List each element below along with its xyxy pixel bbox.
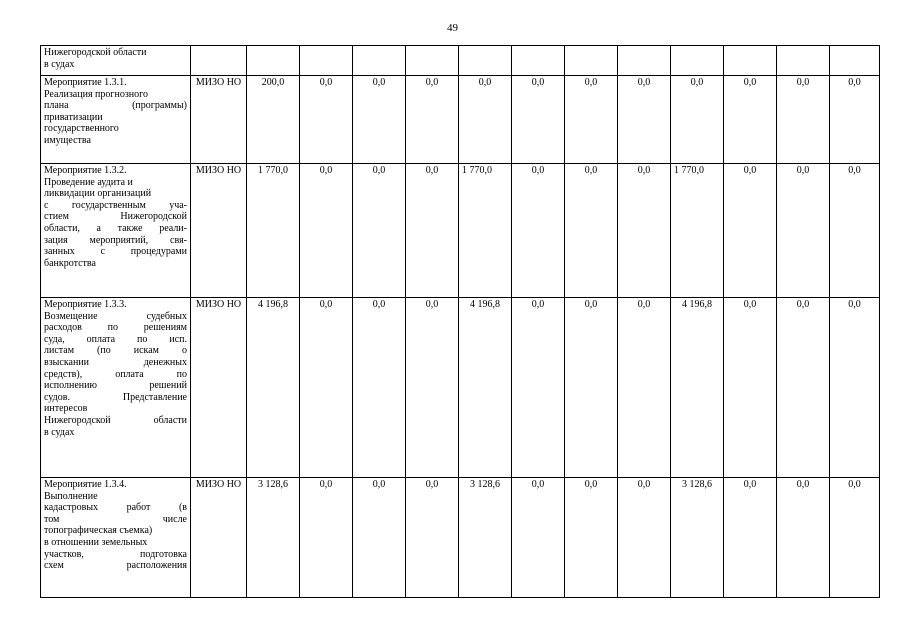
value-cell: 0,0 xyxy=(671,76,724,164)
table-body xyxy=(41,46,880,598)
table-row xyxy=(41,298,880,478)
value-cell xyxy=(300,46,353,76)
activity-name-line: Мероприятие 1.3.1. xyxy=(44,77,127,88)
value-cell: 0,0 xyxy=(300,76,353,164)
activity-name-line: том числе xyxy=(44,513,187,525)
activity-name-line: Реализация прогнозного xyxy=(44,88,149,100)
value-cell: 0,0 xyxy=(777,478,830,598)
value-cell: 0,0 xyxy=(459,76,512,164)
value-cell: 0,0 xyxy=(353,298,406,478)
activity-name-line: средств), оплата по xyxy=(44,368,187,380)
activity-name-line: схем расположения xyxy=(44,560,187,572)
value-cell: 0,0 xyxy=(830,76,880,164)
value-cell: 0,0 xyxy=(300,164,353,298)
activity-name-line: приватизации xyxy=(44,111,103,123)
executor-cell: МИЗО НО xyxy=(191,76,247,164)
table-row xyxy=(41,478,880,598)
value-cell xyxy=(724,46,777,76)
activity-name-line: в отношении земельных xyxy=(44,536,148,548)
value-cell: 0,0 xyxy=(618,76,671,164)
value-cell: 0,0 xyxy=(406,164,459,298)
activity-name-line: Мероприятие 1.3.3. xyxy=(44,299,127,310)
executor-cell: МИЗО НО xyxy=(191,478,247,598)
activity-name-line: ликвидации организаций xyxy=(44,188,152,200)
table-row xyxy=(41,164,880,298)
activity-name-line: имущества xyxy=(44,134,91,146)
value-cell: 3 128,6 xyxy=(671,478,724,598)
value-cell: 3 128,6 xyxy=(459,478,512,598)
activity-name-cell xyxy=(41,46,191,76)
value-cell: 0,0 xyxy=(512,298,565,478)
value-cell: 200,0 xyxy=(247,76,300,164)
activity-name-line: в судах xyxy=(44,58,75,70)
activity-name-line: Выполнение xyxy=(44,490,98,502)
activity-name-line: стием Нижегородской xyxy=(44,211,187,223)
value-cell: 0,0 xyxy=(618,298,671,478)
table-row xyxy=(41,46,880,76)
activity-name-line: Нижегородской области xyxy=(44,47,147,58)
activity-name-line: с государственным уча- xyxy=(44,199,187,211)
activity-name-line: интересов xyxy=(44,403,88,415)
value-cell: 0,0 xyxy=(777,164,830,298)
value-cell: 0,0 xyxy=(830,298,880,478)
activity-name-line: Нижегородской области xyxy=(44,414,187,426)
value-cell: 0,0 xyxy=(406,298,459,478)
value-cell: 0,0 xyxy=(565,478,618,598)
value-cell: 1 770,0 xyxy=(247,164,300,298)
value-cell xyxy=(830,46,880,76)
value-cell xyxy=(565,46,618,76)
value-cell: 0,0 xyxy=(618,478,671,598)
activity-name-cell xyxy=(41,298,191,478)
activity-name-line: Мероприятие 1.3.4. xyxy=(44,479,127,490)
value-cell: 0,0 xyxy=(512,478,565,598)
value-cell: 0,0 xyxy=(406,478,459,598)
value-cell: 0,0 xyxy=(830,164,880,298)
table-row xyxy=(41,76,880,164)
activity-name-line: кадастровых работ (в xyxy=(44,502,187,514)
activity-name-line: государственного xyxy=(44,123,119,135)
budget-table xyxy=(40,45,880,598)
value-cell: 0,0 xyxy=(300,298,353,478)
value-cell xyxy=(406,46,459,76)
value-cell: 0,0 xyxy=(777,298,830,478)
value-cell: 3 128,6 xyxy=(247,478,300,598)
activity-name-line: топографическая съемка) xyxy=(44,525,153,537)
value-cell: 0,0 xyxy=(618,164,671,298)
executor-cell xyxy=(191,46,247,76)
value-cell: 0,0 xyxy=(353,76,406,164)
executor-cell: МИЗО НО xyxy=(191,298,247,478)
activity-name-line: взыскании денежных xyxy=(44,356,187,368)
value-cell: 0,0 xyxy=(353,478,406,598)
activity-name-line: плана (программы) xyxy=(44,100,187,112)
activity-name-cell xyxy=(41,164,191,298)
activity-name-line: занных с процедурами xyxy=(44,246,187,258)
value-cell xyxy=(512,46,565,76)
value-cell: 4 196,8 xyxy=(459,298,512,478)
value-cell xyxy=(777,46,830,76)
value-cell xyxy=(671,46,724,76)
value-cell: 0,0 xyxy=(300,478,353,598)
value-cell: 0,0 xyxy=(353,164,406,298)
value-cell: 0,0 xyxy=(724,76,777,164)
value-cell: 0,0 xyxy=(830,478,880,598)
activity-name-cell xyxy=(41,76,191,164)
activity-name-line: зация мероприятий, свя- xyxy=(44,234,187,246)
activity-name-line: судов. Представление xyxy=(44,391,187,403)
activity-name-line: Мероприятие 1.3.2. xyxy=(44,165,127,176)
value-cell: 0,0 xyxy=(512,164,565,298)
activity-name-line: суда, оплата по исп. xyxy=(44,333,187,345)
value-cell: 1 770,0 xyxy=(459,164,512,298)
value-cell: 1 770,0 xyxy=(671,164,724,298)
activity-name-line: расходов по решениям xyxy=(44,322,187,334)
value-cell: 0,0 xyxy=(724,164,777,298)
value-cell: 0,0 xyxy=(406,76,459,164)
activity-name-line: Возмещение судебных xyxy=(44,310,187,322)
activity-name-line: Проведение аудита и xyxy=(44,176,133,188)
value-cell: 0,0 xyxy=(565,164,618,298)
value-cell: 0,0 xyxy=(565,76,618,164)
value-cell xyxy=(618,46,671,76)
activity-name-line: участков, подготовка xyxy=(44,548,187,560)
value-cell xyxy=(353,46,406,76)
executor-cell: МИЗО НО xyxy=(191,164,247,298)
activity-name-line: области, а также реали- xyxy=(44,222,187,234)
activity-name-cell xyxy=(41,478,191,598)
activity-name-line: банкротства xyxy=(44,257,96,269)
activity-name-line: в судах xyxy=(44,426,75,438)
value-cell xyxy=(459,46,512,76)
activity-name-line: исполнению решений xyxy=(44,380,187,392)
value-cell: 0,0 xyxy=(724,298,777,478)
value-cell: 0,0 xyxy=(565,298,618,478)
value-cell: 0,0 xyxy=(512,76,565,164)
value-cell: 4 196,8 xyxy=(247,298,300,478)
page-number: 49 xyxy=(447,22,458,34)
value-cell: 0,0 xyxy=(724,478,777,598)
value-cell: 4 196,8 xyxy=(671,298,724,478)
value-cell: 0,0 xyxy=(777,76,830,164)
activity-name-line: листам (по искам о xyxy=(44,345,187,357)
value-cell xyxy=(247,46,300,76)
